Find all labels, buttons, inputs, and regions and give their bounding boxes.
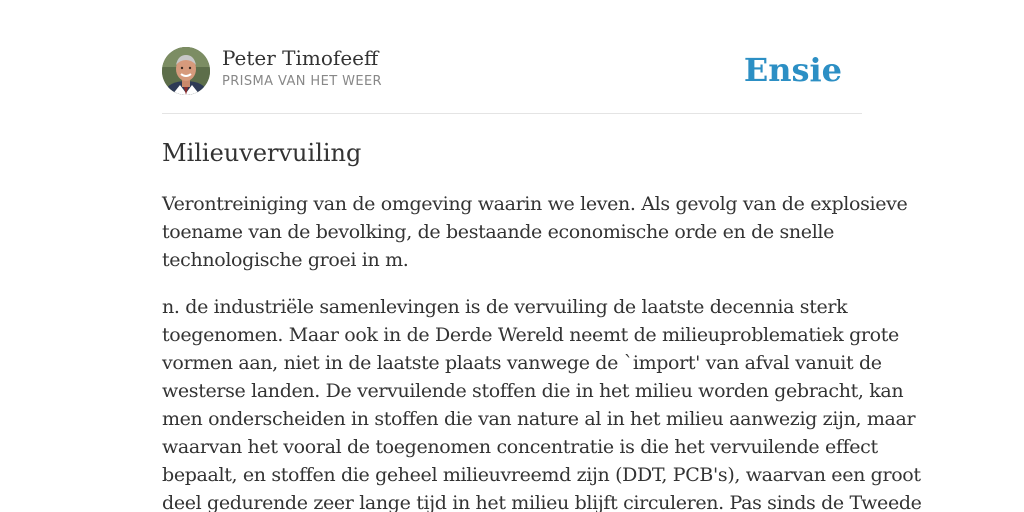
paragraph-line: Verontreiniging van de omgeving waarin we leven. Als gevolg van de explosieve [162, 193, 908, 215]
article-paragraph [162, 293, 922, 512]
paragraph-line: toename van de bevolking, de bestaande economische orde en de snelle [162, 221, 835, 243]
paragraph-line: men onderscheiden in stoffen die van nature al in het milieu aanwezig zijn, maar [162, 408, 916, 430]
paragraph-line: toegenomen. Maar ook in de Derde Wereld neemt de milieuproblematiek grote [162, 324, 899, 346]
paragraph-line: westerse landen. De vervuilende stoffen die in het milieu worden gebracht, kan [162, 380, 904, 402]
ensie-logo[interactable]: Ensie [743, 51, 842, 89]
author-subtitle[interactable]: PRISMA VAN HET WEER [222, 74, 382, 89]
author-header [162, 46, 862, 96]
article-title: Milieuvervuiling [162, 139, 362, 167]
article-paragraph [162, 190, 908, 274]
paragraph-line: deel gedurende zeer lange tijd in het milieu blijft circuleren. Pas sinds de Tweede [162, 492, 922, 512]
paragraph-line: vormen aan, niet in de laatste plaats vanwege de `import' van afval vanuit de [162, 352, 882, 374]
author-avatar[interactable] [162, 47, 210, 95]
paragraph-line: waarvan het vooral de toegenomen concentratie is die het vervuilende effect [162, 436, 878, 458]
paragraph-line: bepaalt, en stoffen die geheel milieuvreemd zijn (DDT, PCB's), waarvan een groot [162, 464, 921, 486]
author-name[interactable]: Peter Timofeeff [222, 46, 379, 70]
article-body [162, 190, 922, 512]
header-divider [162, 113, 862, 114]
avatar-image [162, 47, 210, 95]
paragraph-line: technologische groei in m. [162, 249, 409, 271]
paragraph-line: n. de industriële samenlevingen is de vervuiling de laatste decennia sterk [162, 296, 848, 318]
